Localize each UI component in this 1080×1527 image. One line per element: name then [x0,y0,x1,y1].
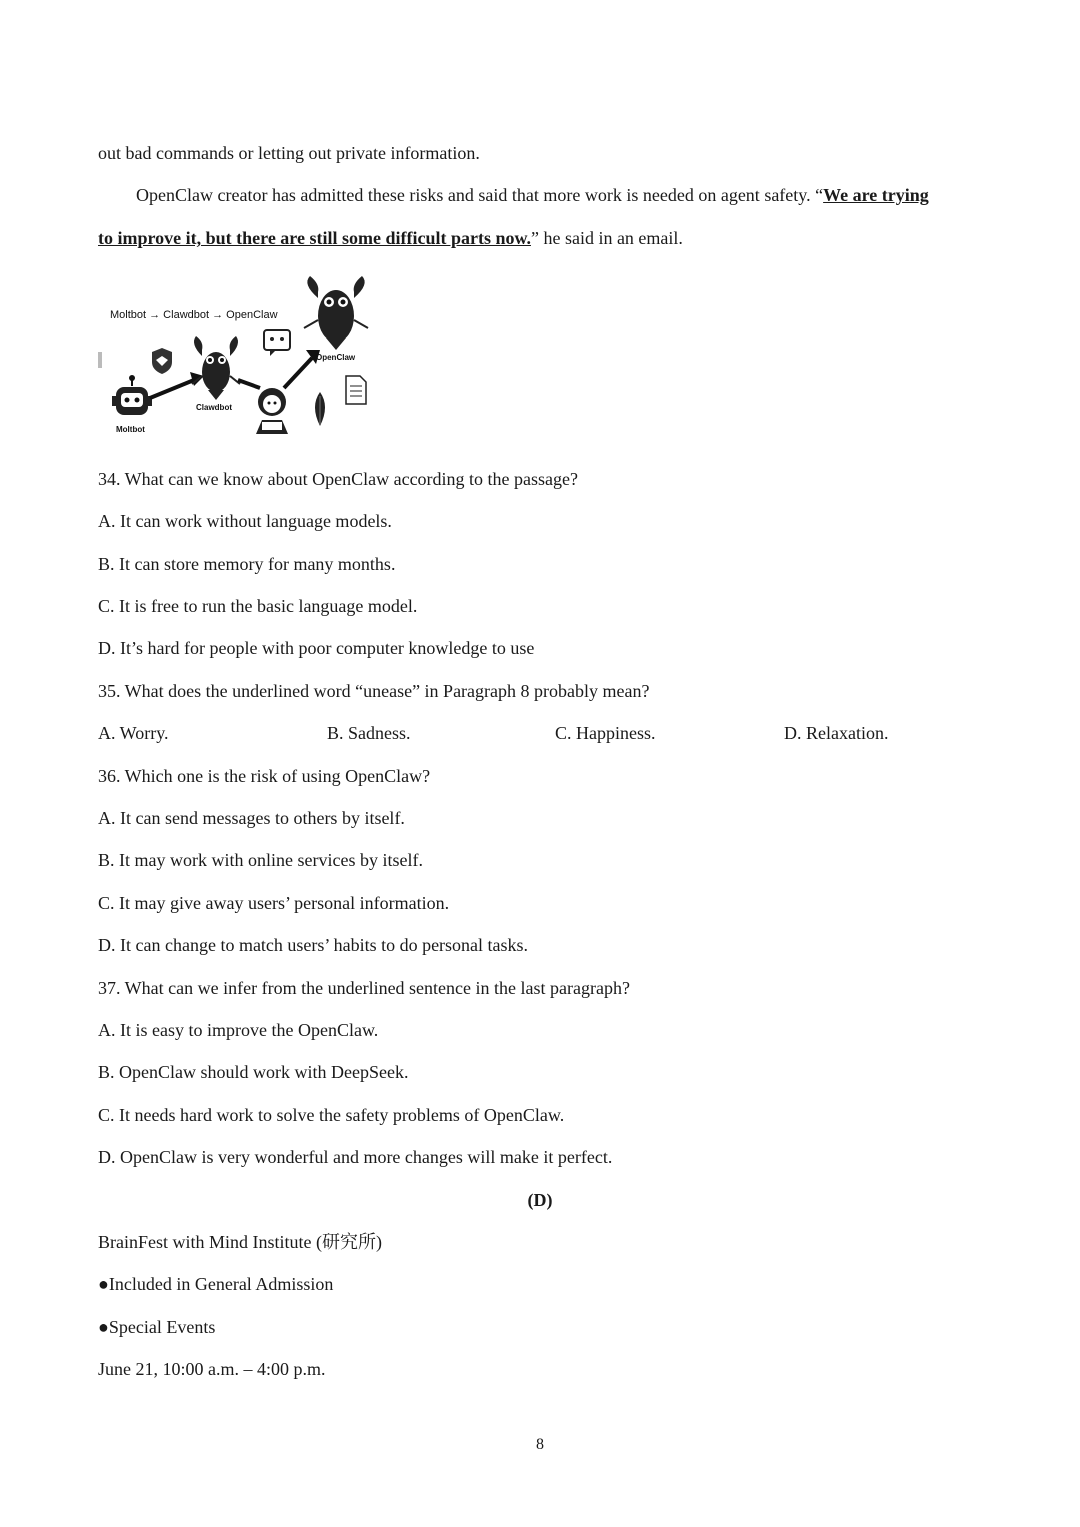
arrow-clawdbot-person [238,380,260,388]
bullet-text: Included in General Admission [108,1274,334,1294]
question-35-stem: 35. What does the underlined word “unease” in Paragraph 8 probably mean? [98,681,650,701]
arrow-moltbot-clawdbot [150,372,204,398]
underlined-sentence-part-2: to improve it, but there are still some difficult parts now. [98,228,531,248]
question-34-option-d: D. It’s hard for people with poor computer knowledge to use [98,638,535,658]
question-34-option-a: A. It can work without language models. [98,511,392,531]
question-37-option-b: B. OpenClaw should work with DeepSeek. [98,1062,409,1082]
question-36-option-d: D. It can change to match users’ habits to do personal tasks. [98,935,529,955]
section-heading: (D) [527,1190,553,1210]
edge-mark [98,352,102,368]
bullet-general-admission [98,1273,333,1295]
passage-line-1: out bad commands or letting out private information. [98,143,480,163]
leaf-icon [315,392,325,426]
bullet-special-events [98,1316,215,1338]
question-35-option-b: B. Sadness. [327,723,411,743]
question-34-option-c: C. It is free to run the basic language model. [98,596,418,616]
passage-line-2 [136,184,929,206]
question-35-option-d: D. Relaxation. [784,723,889,743]
moltbot-label: Moltbot [116,425,145,434]
underlined-sentence-part-1: We are trying [823,185,929,205]
figure-svg [98,276,388,436]
document-icon [346,376,366,404]
question-35-option-c: C. Happiness. [555,723,656,743]
question-35-option-a: A. Worry. [98,723,169,743]
question-37-option-c: C. It needs hard work to solve the safety problems of OpenClaw. [98,1105,565,1125]
question-37-stem: 37. What can we infer from the underlined sentence in the last paragraph? [98,978,630,998]
passage-text: OpenClaw creator has admitted these risks and said that more work is needed on agent safety. “ [136,185,824,205]
shield-icon [152,348,172,374]
question-37-option-a: A. It is easy to improve the OpenClaw. [98,1020,379,1040]
openclaw-label: OpenClaw [316,353,356,362]
question-34-stem: 34. What can we know about OpenClaw according to the passage? [98,469,579,489]
lobster-icon [192,336,240,400]
robot-icon [112,375,152,415]
openclaw-evolution-figure [98,276,388,436]
person-reading-icon [256,388,288,434]
clawdbot-label: Clawdbot [196,403,232,412]
section-title: BrainFest with Mind Institute (研究所) [98,1232,382,1252]
openclaw-lobster-icon [304,276,368,350]
question-36-stem: 36. Which one is the risk of using OpenClaw? [98,766,431,786]
timeline-label: Moltbot → Clawdbot → OpenClaw [110,309,278,321]
question-34-option-b: B. It can store memory for many months. [98,554,396,574]
arrow-person-openclaw [284,350,320,388]
chat-bubble-icon [264,330,290,356]
page-number: 8 [536,1436,544,1453]
passage-text: ” he said in an email. [530,228,683,248]
question-36-option-b: B. It may work with online services by itself. [98,850,423,870]
event-date: June 21, 10:00 a.m. – 4:00 p.m. [98,1359,326,1379]
question-36-option-a: A. It can send messages to others by itself. [98,808,405,828]
passage-line-3 [98,227,683,249]
question-37-option-d: D. OpenClaw is very wonderful and more changes will make it perfect. [98,1147,613,1167]
bullet-text: Special Events [108,1317,216,1337]
question-36-option-c: C. It may give away users’ personal information. [98,893,450,913]
